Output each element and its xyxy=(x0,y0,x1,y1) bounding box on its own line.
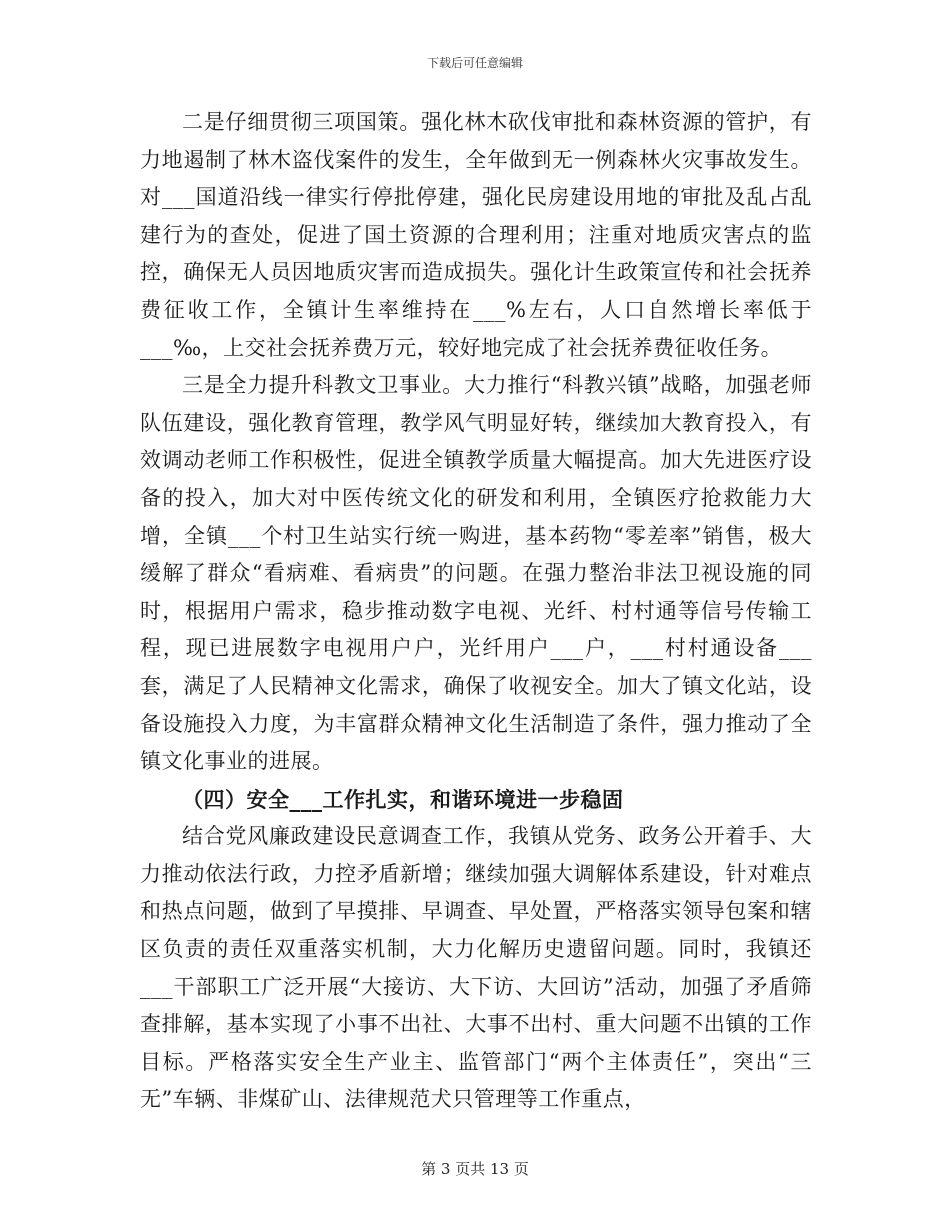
page-footer: 第 3 页共 13 页 xyxy=(421,1160,529,1178)
page-header: 下载后可任意编辑 xyxy=(426,56,523,70)
paragraph-two: 二是仔细贯彻三项国策。强化林木砍伐审批和森林资源的管护，有力地遏制了林木盗伐案件的发生，全年做到无一例森林火灾事故发生。对___国道沿线一律实行停批停建，强化民房建设用地的审批及乱占乱建行为的查处，促进了国土资源的合理利用；注重对地质灾害点的监控，确保无人员因地质灾害而造成损失。强化计生政策宣传和社会抚养费征收工作，全镇计生率维持在___%左右，人口自然增长率低于___‰，上交社会抚养费万元，较好地完成了社会抚养费征收任务。 xyxy=(140,110,812,360)
section-heading: （四）安全___工作扎实，和谐环境进一步稳固 xyxy=(182,786,624,812)
document-body xyxy=(140,104,812,1119)
paragraph-three: 三是全力提升科教文卫事业。大力推行“科教兴镇”战略，加强老师队伍建设，强化教育管理，教学风气明显好转，继续加大教育投入，有效调动老师工作积极性，促进全镇教学质量大幅提高。加大先进医疗设备的投入，加大对中医传统文化的研发和利用，全镇医疗抢救能力大增，全镇___个村卫生站实行统一购进，基本药物“零差率”销售，极大缓解了群众“看病难、看病贵”的问题。在强力整治非法卫视设施的同时，根据用户需求，稳步推动数字电视、光纤、村村通等信号传输工程，现已进展数字电视用户户，光纤用户___户，___村村通设备___套，满足了人民精神文化需求，确保了收视安全。加大了镇文化站，设备设施投入力度，为丰富群众精神文化生活制造了条件，强力推动了全镇文化事业的进展。 xyxy=(140,373,812,774)
paragraph-four: 结合党风廉政建设民意调查工作，我镇从党务、政务公开着手、大力推动依法行政，力控矛盾新增；继续加强大调解体系建设，针对难点和热点问题，做到了早摸排、早调查、早处置，严格落实领导包案和辖区负责的责任双重落实机制，大力化解历史遗留问题。同时，我镇还___干部职工广泛开展“大接访、大下访、大回访”活动，加强了矛盾筛查排解，基本实现了小事不出社、大事不出村、重大问题不出镇的工作目标。严格落实安全生产业主、监管部门“两个主体责任”，突出“三无”车辆、非煤矿山、法律规范犬只管理等工作重点， xyxy=(140,824,812,1112)
